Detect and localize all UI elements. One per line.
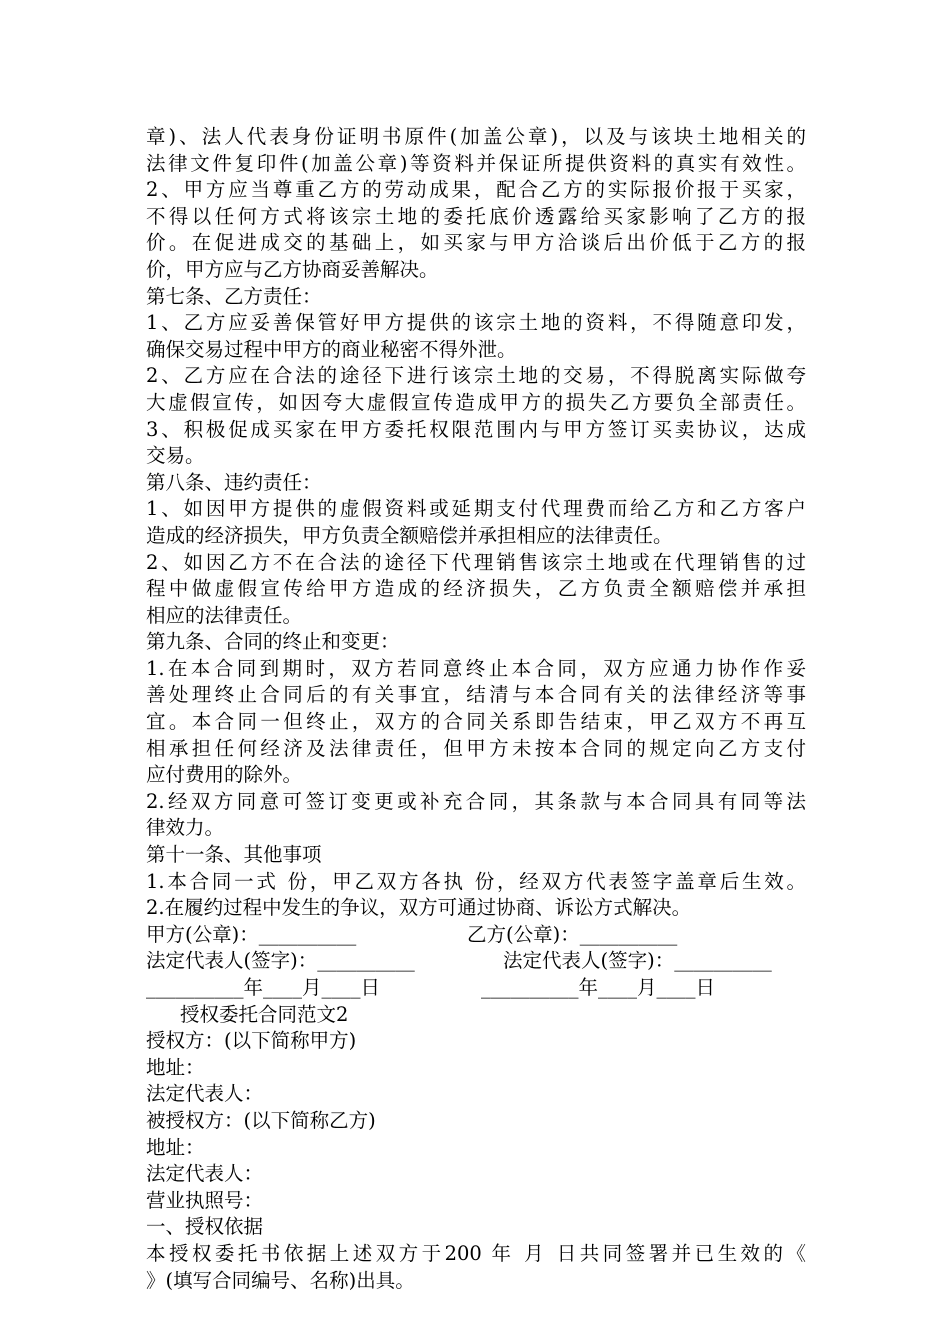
text-line: 3、积极促成买家在甲方委托权限范围内与甲方签订买卖协议，达成 — [146, 417, 806, 441]
text-line: 1.在本合同到期时，双方若同意终止本合同，双方应通力协作作妥 — [146, 656, 806, 680]
text-line: 2.在履约过程中发生的争议，双方可通过协商、诉讼方式解决。 — [146, 896, 692, 920]
text-line: 授权方：(以下简称甲方) — [146, 1029, 357, 1053]
article-heading: 第八条、违约责任： — [146, 470, 322, 494]
party-b-representative: 法定代表人(签字)：__________ — [503, 949, 772, 973]
text-line: 》(填写合同编号、名称)出具。 — [146, 1268, 415, 1292]
text-line: 1、乙方应妥善保管好甲方提供的该宗土地的资料，不得随意印发， — [146, 311, 806, 335]
text-line: 价，甲方应与乙方协商妥善解决。 — [146, 257, 439, 281]
party-b-date: __________年____月____日 — [481, 976, 716, 999]
text-line: 2.经双方同意可签订变更或补充合同，其条款与本合同具有同等法 — [146, 789, 806, 813]
text-line: 被授权方：(以下简称乙方) — [146, 1108, 376, 1132]
text-line: 地址： — [146, 1135, 205, 1159]
text-line: 相应的法律责任。 — [146, 603, 303, 627]
text-line: 1、如因甲方提供的虚假资料或延期支付代理费而给乙方和乙方客户 — [146, 497, 806, 521]
text-line: 章)、法人代表身份证明书原件(加盖公章)，以及与该块土地相关的 — [146, 125, 806, 148]
text-line: 营业执照号： — [146, 1188, 264, 1212]
text-line: 法定代表人： — [146, 1162, 264, 1186]
party-b-seal: 乙方(公章)：__________ — [467, 922, 678, 946]
text-line: 相承担任何经济及法律责任，但甲方未按本合同的规定向乙方支付 — [146, 736, 806, 760]
text-line: 价。在促进成交的基础上，如买家与甲方洽谈后出价低于乙方的报 — [146, 231, 806, 255]
text-line: 法定代表人： — [146, 1082, 264, 1106]
text-line: 2、甲方应当尊重乙方的劳动成果，配合乙方的实际报价报于买家， — [146, 178, 806, 202]
signature-seal-row — [146, 922, 806, 949]
document-page — [146, 124, 806, 1294]
text-line: 善处理终止合同后的有关事宜，结清与本合同有关的法律经济等事 — [146, 683, 806, 707]
text-line: 程中做虚假宣传给甲方造成的经济损失，乙方负责全额赔偿并承担 — [146, 577, 806, 601]
signature-rep-row — [146, 948, 806, 975]
text-line: 2、如因乙方不在合法的途径下代理销售该宗土地或在代理销售的过 — [146, 550, 806, 574]
article-heading: 第九条、合同的终止和变更： — [146, 630, 400, 654]
text-line: 本授权委托书依据上述双方于200 年 月 日共同签署并已生效的《 — [146, 1241, 806, 1265]
text-line: 2、乙方应在合法的途径下进行该宗土地的交易，不得脱离实际做夸 — [146, 364, 806, 388]
text-line: 造成的经济损失，甲方负责全额赔偿并承担相应的法律责任。 — [146, 523, 673, 547]
text-line: 地址： — [146, 1055, 205, 1079]
section-title: 授权委托合同范文2 — [180, 1002, 349, 1026]
text-line: 交易。 — [146, 444, 205, 468]
text-line: 法律文件复印件(加盖公章)等资料并保证所提供资料的真实有效性。 — [146, 151, 806, 175]
text-line: 宜。本合同一但终止，双方的合同关系即告结束，甲乙双方不再互 — [146, 710, 806, 734]
text-line: 应付费用的除外。 — [146, 763, 303, 787]
party-a-date: __________年____月____日 — [146, 976, 381, 999]
text-line: 确保交易过程中甲方的商业秘密不得外泄。 — [146, 337, 517, 361]
signature-date-row — [146, 975, 806, 1002]
text-line: 不得以任何方式将该宗土地的委托底价透露给买家影响了乙方的报 — [146, 204, 806, 228]
article-heading: 第十一条、其他事项 — [146, 843, 322, 867]
party-a-seal: 甲方(公章)：__________ — [146, 922, 357, 946]
text-line: 1.本合同一式 份，甲乙双方各执 份，经双方代表签字盖章后生效。 — [146, 869, 806, 893]
text-line: 律效力。 — [146, 816, 225, 840]
text-line: 大虚假宣传，如因夸大虚假宣传造成甲方的损失乙方要负全部责任。 — [146, 390, 806, 414]
party-a-representative: 法定代表人(签字)：__________ — [146, 949, 415, 973]
article-heading: 第七条、乙方责任： — [146, 284, 322, 308]
article-heading: 一、授权依据 — [146, 1215, 264, 1239]
